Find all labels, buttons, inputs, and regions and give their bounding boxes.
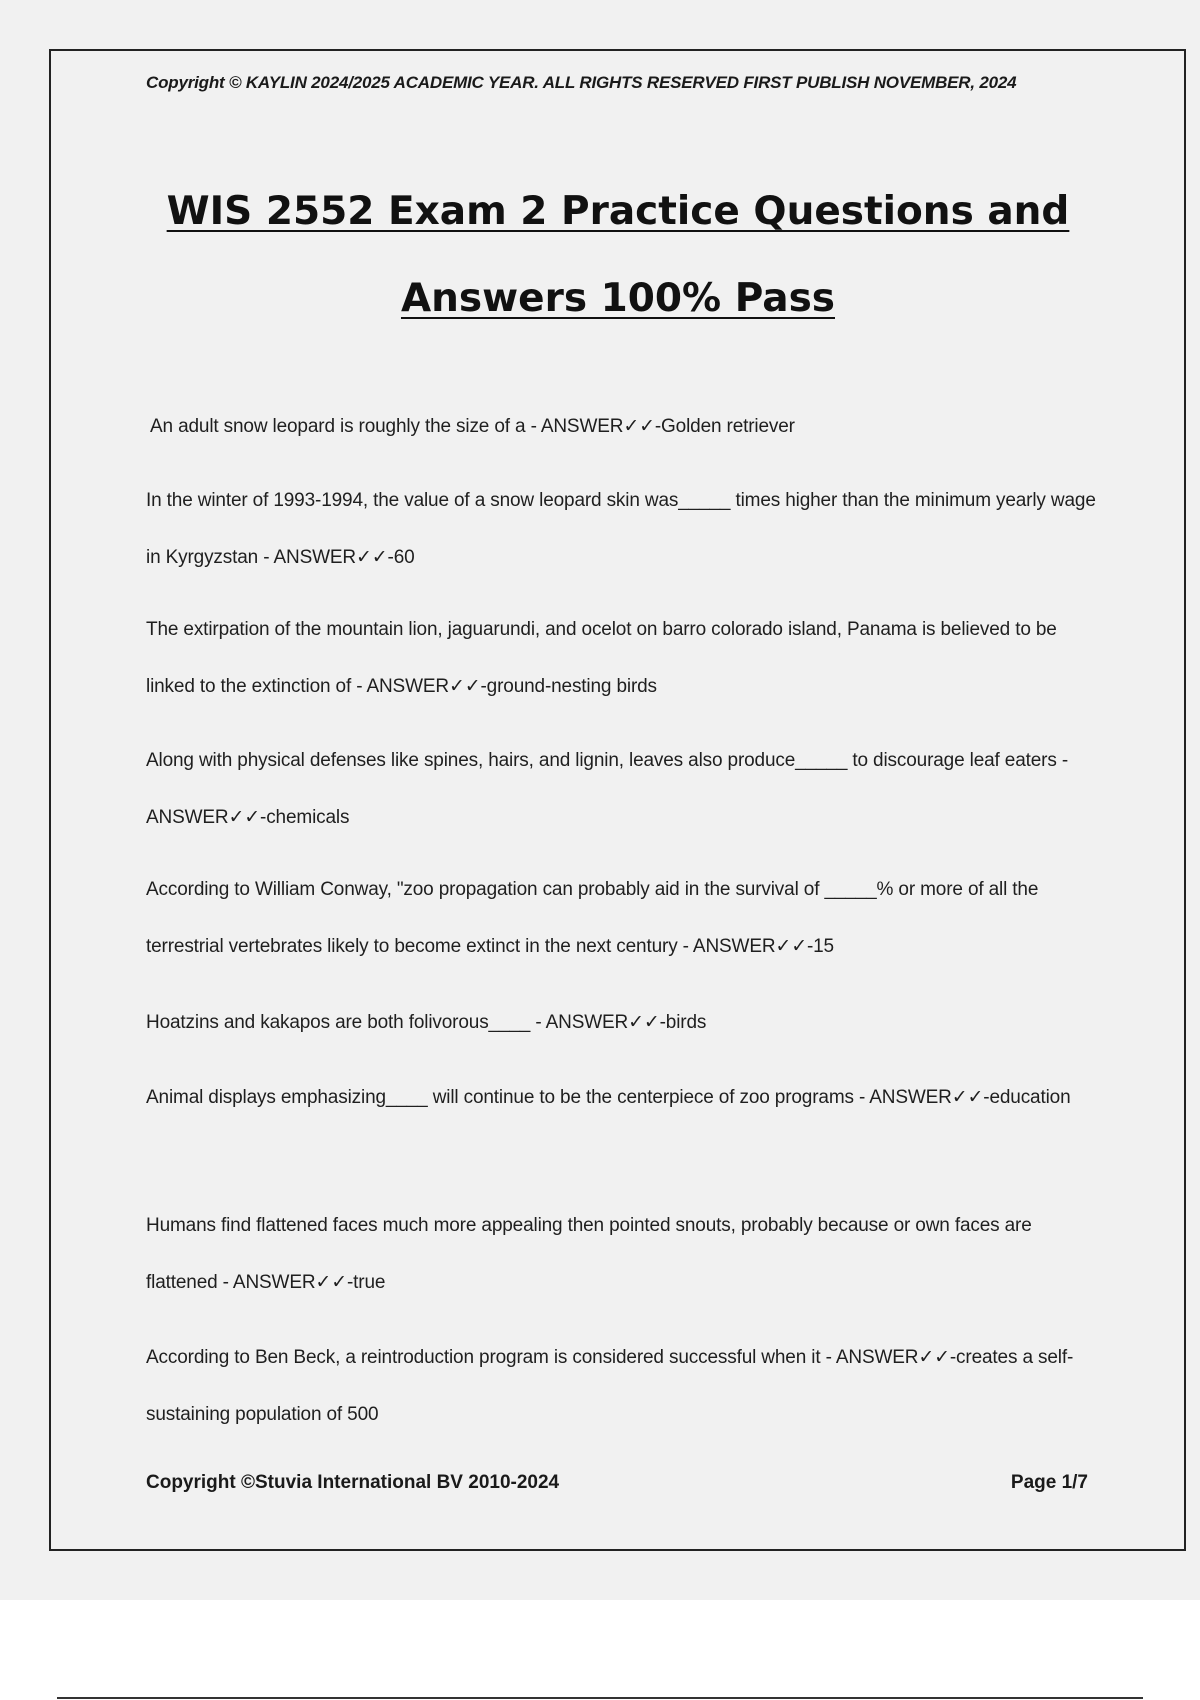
footer-copyright: Copyright ©Stuvia International BV 2010-2024 bbox=[146, 1472, 560, 1493]
next-page-rule bbox=[57, 1697, 1143, 1699]
qa-item-3: The extirpation of the mountain lion, jaguarundi, and ocelot on barro colorado island, Panama is believed to be linked to the extinction of - ANSWER✓✓-ground-nesting birds bbox=[146, 619, 1057, 697]
title-line-2: Answers 100% Pass bbox=[400, 276, 835, 321]
qa-item-5: According to William Conway, "zoo propagation can probably aid in the survival of _____% or more of all the terrestrial vertebrates likely to become extinct in the next century - ANSWER✓✓-15 bbox=[146, 879, 1039, 957]
page-number: Page 1/7 bbox=[1010, 1472, 1088, 1493]
document-title bbox=[100, 168, 1136, 342]
qa-item-8: Humans find flattened faces much more appealing then pointed snouts, probably because or own faces are flattened - ANSWER✓✓-true bbox=[146, 1215, 1032, 1293]
qa-item-4: Along with physical defenses like spines, hairs, and lignin, leaves also produce_____ to discourage leaf eaters - ANSWER✓✓-chemicals bbox=[146, 750, 1069, 828]
qa-item-2: In the winter of 1993-1994, the value of a snow leopard skin was_____ times higher than the minimum yearly wage in Kyrgyzstan - ANSWER✓✓-60 bbox=[146, 490, 1096, 568]
qa-item-9: According to Ben Beck, a reintroduction program is considered successful when it - ANSWER✓✓-creates a self-sustaining population of 500 bbox=[146, 1347, 1074, 1425]
title-line-1: WIS 2552 Exam 2 Practice Questions and bbox=[166, 189, 1070, 234]
qa-item-1: An adult snow leopard is roughly the size of a - ANSWER✓✓-Golden retriever bbox=[150, 416, 795, 437]
qa-item-6: Hoatzins and kakapos are both folivorous____ - ANSWER✓✓-birds bbox=[146, 1012, 707, 1033]
qa-item-7: Animal displays emphasizing____ will continue to be the centerpiece of zoo programs - ANSWER✓✓-education bbox=[146, 1087, 1071, 1108]
header-copyright: Copyright © KAYLIN 2024/2025 ACADEMIC YEAR. ALL RIGHTS RESERVED FIRST PUBLISH NOVEMBER, 2024 bbox=[146, 73, 1017, 92]
